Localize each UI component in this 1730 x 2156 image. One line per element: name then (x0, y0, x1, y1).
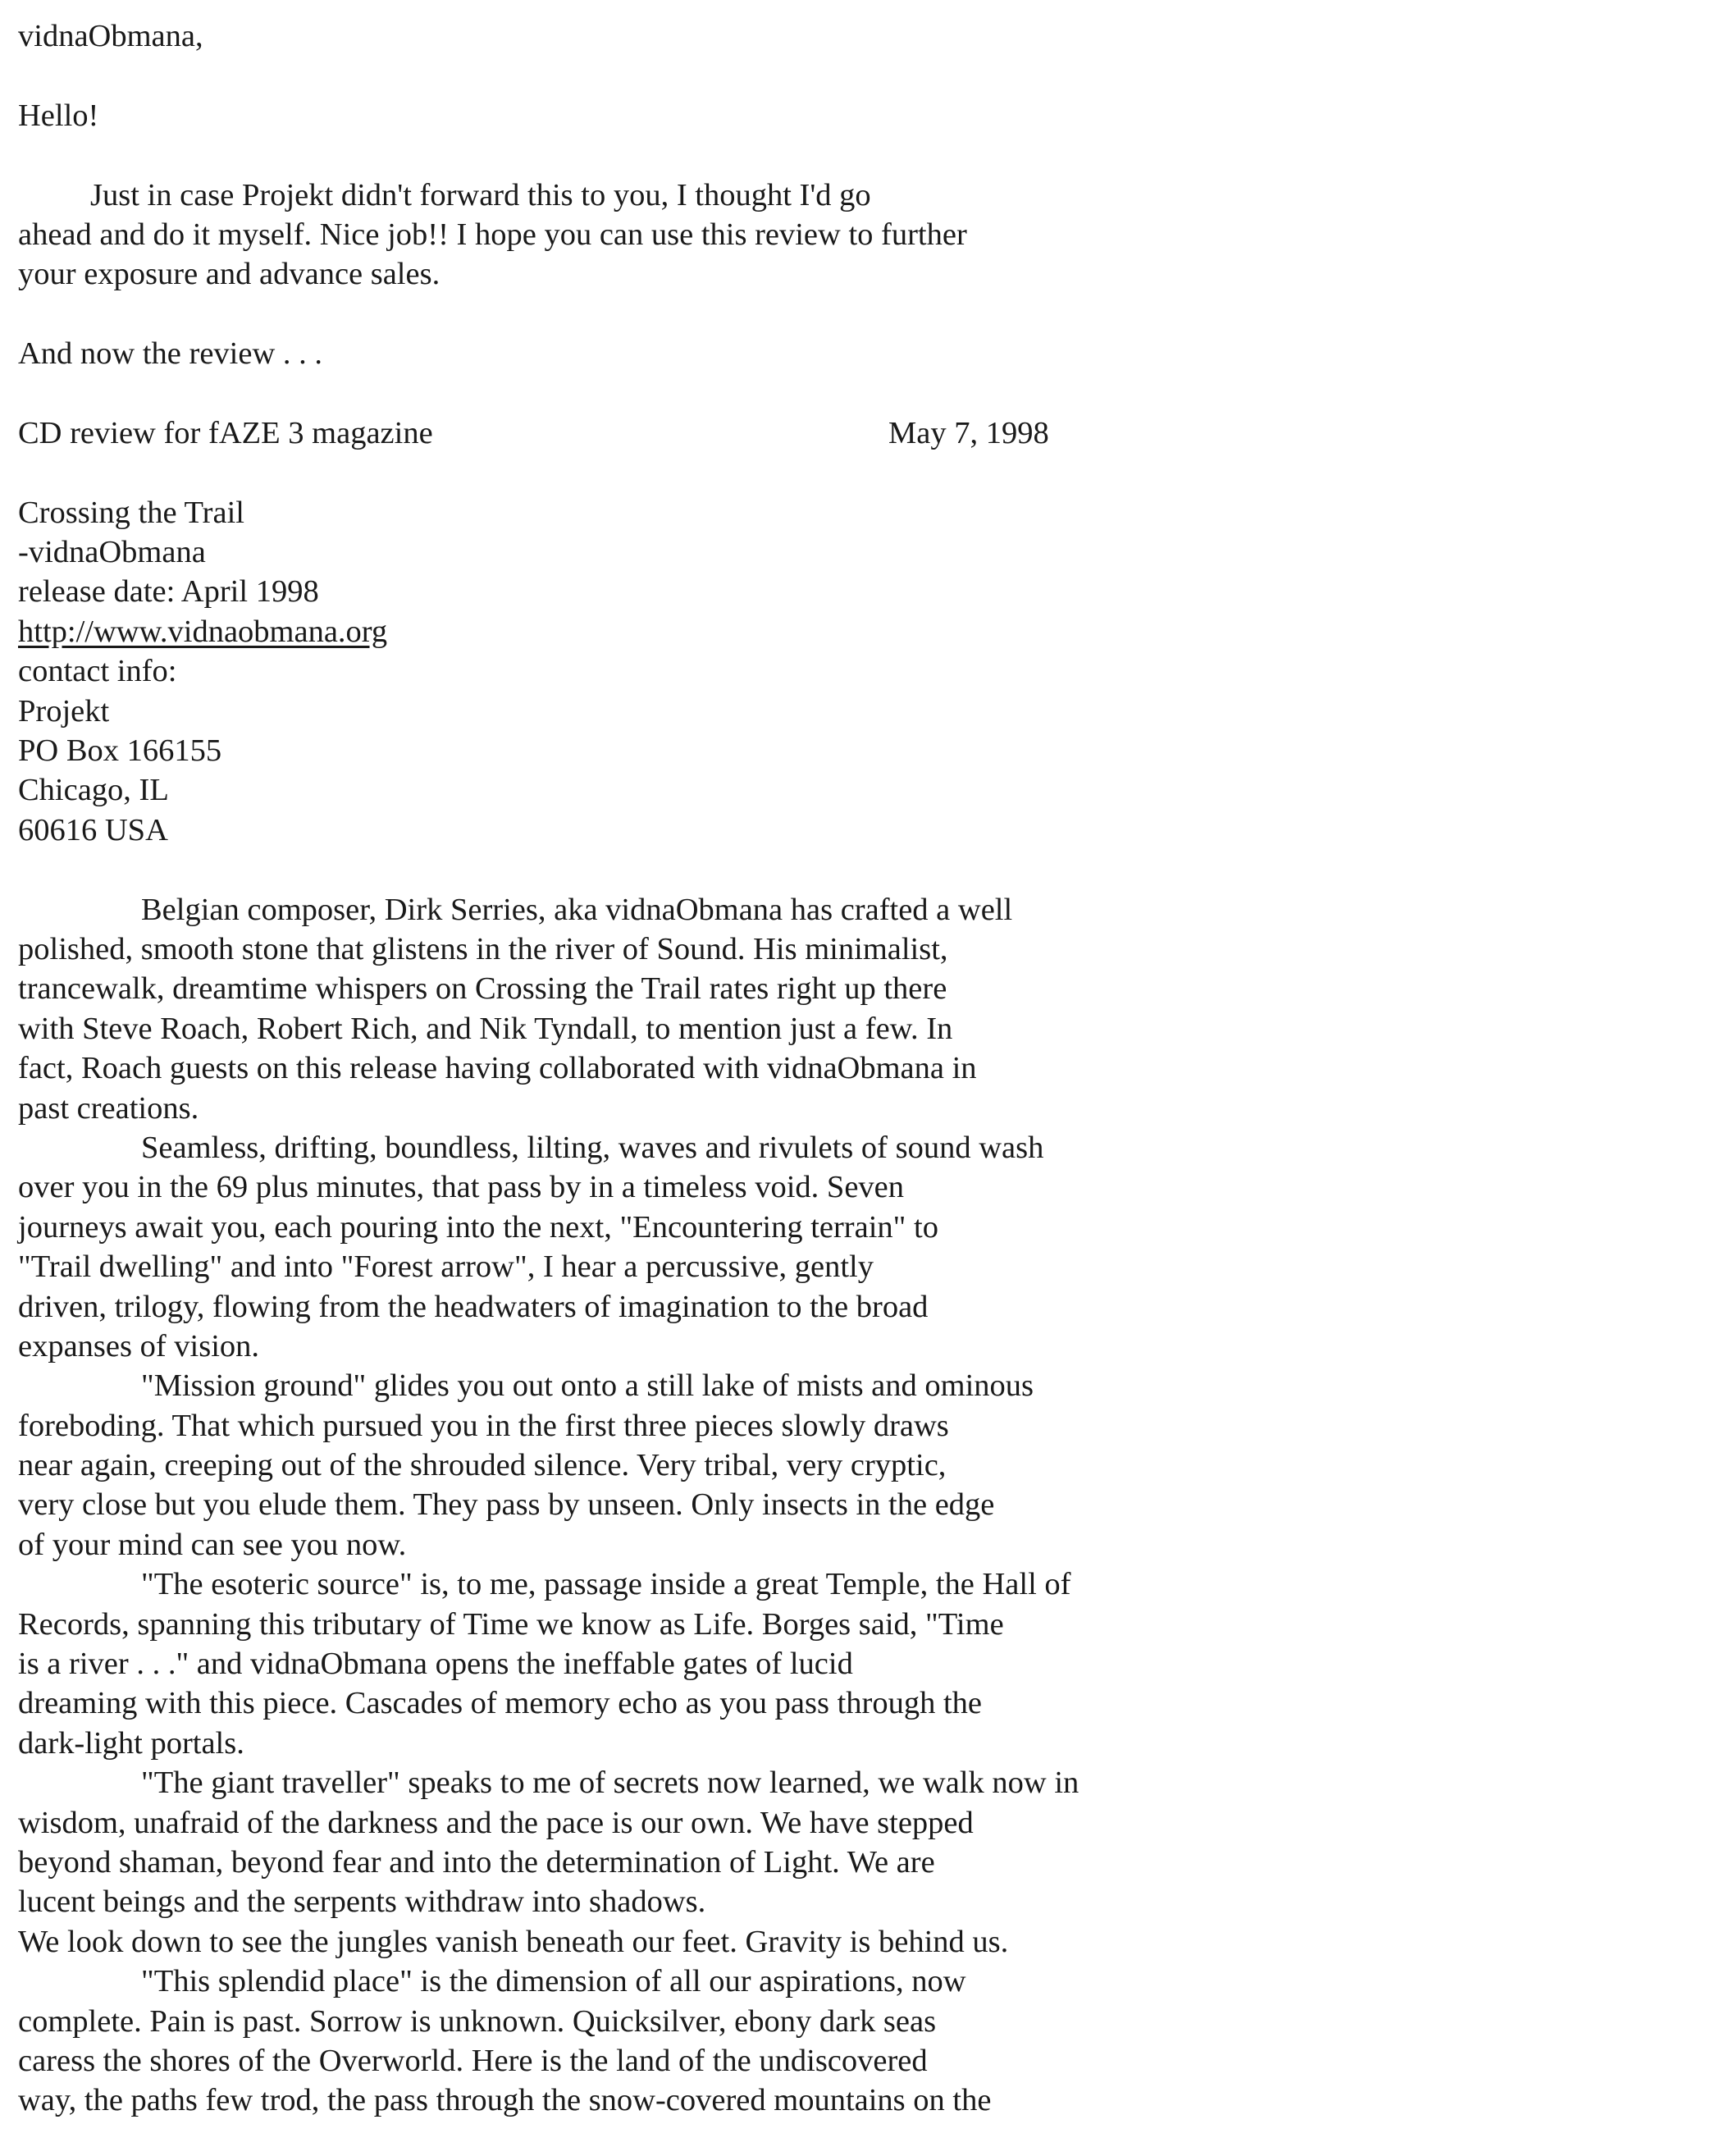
review-paragraph (18, 1128, 1708, 1366)
review-line: caress the shores of the Overworld. Here is the land of the undiscovered (18, 2043, 928, 2078)
blank-line (18, 453, 1708, 492)
review-line: trancewalk, dreamtime whispers on Crossing the Trail rates right up there (18, 971, 947, 1007)
review-line: "Trail dwelling" and into "Forest arrow", I hear a percussive, gently (18, 1249, 874, 1285)
review-line: "This splendid place" is the dimension of all our aspirations, now (141, 1964, 966, 1999)
review-publication: CD review for fAZE 3 magazine (18, 415, 433, 450)
review-line: with Steve Roach, Robert Rich, and Nik Tyndall, to mention just a few. In (18, 1011, 953, 1046)
review-line: complete. Pain is past. Sorrow is unknown. Quicksilver, ebony dark seas (18, 2003, 937, 2039)
review-line: "Mission ground" glides you out onto a still lake of mists and ominous (141, 1368, 1034, 1404)
review-line: wisdom, unafraid of the darkness and the pace is our own. We have stepped (18, 1805, 974, 1840)
review-line: dreaming with this piece. Cascades of memory echo as you pass through the (18, 1686, 983, 1721)
intro-line: your exposure and advance sales. (18, 257, 440, 292)
review-line: foreboding. That which pursued you in the first three pieces slowly draws (18, 1408, 949, 1443)
review-line: is a river . . ." and vidnaObmana opens the ineffable gates of lucid (18, 1647, 853, 1682)
review-paragraph (18, 890, 1708, 1128)
intro-line: Just in case Projekt didn't forward this to you, I thought I'd go (90, 177, 871, 212)
review-line: Records, spanning this tributary of Time we know as Life. Borges said, "Time (18, 1606, 1004, 1642)
contact-line: PO Box 166155 (18, 733, 222, 769)
review-line: way, the paths few trod, the pass through the snow-covered mountains on the (18, 2083, 992, 2118)
contact-line: 60616 USA (18, 812, 168, 847)
hello-line: Hello! (18, 98, 99, 133)
review-line: "The esoteric source" is, to me, passage inside a great Temple, the Hall of (141, 1567, 1071, 1602)
blank-line (18, 135, 1708, 175)
blank-line (18, 56, 1708, 95)
review-paragraph (18, 1763, 1708, 1962)
release-date: release date: April 1998 (18, 574, 319, 610)
intro-paragraph (18, 176, 1708, 295)
blank-line (18, 850, 1708, 889)
review-line: of your mind can see you now. (18, 1527, 407, 1562)
release-artist: -vidnaObmana (18, 535, 206, 570)
review-line: near again, creeping out of the shrouded silence. Very tribal, very cryptic, (18, 1448, 947, 1483)
review-paragraph (18, 1962, 1708, 2121)
release-info (18, 493, 1708, 851)
review-line: fact, Roach guests on this release having collaborated with vidnaObmana in (18, 1051, 977, 1086)
release-title: Crossing the Trail (18, 495, 244, 530)
review-line: We look down to see the jungles vanish beneath our feet. Gravity is behind us. (18, 1924, 1009, 1959)
review-line: beyond shaman, beyond fear and into the determination of Light. We are (18, 1844, 935, 1880)
review-line: past creations. (18, 1090, 199, 1126)
review-line: very close but you elude them. They pass by unseen. Only insects in the edge (18, 1487, 995, 1523)
review-body (18, 890, 1708, 2121)
review-line: polished, smooth stone that glistens in the river of Sound. His minimalist, (18, 931, 948, 966)
contact-line: Chicago, IL (18, 773, 169, 808)
blank-line (18, 295, 1708, 334)
review-date: May 7, 1998 (888, 415, 1049, 450)
review-line: Seamless, drifting, boundless, lilting, waves and rivulets of sound wash (141, 1130, 1044, 1165)
contact-line: Projekt (18, 693, 110, 729)
review-line: expanses of vision. (18, 1328, 260, 1363)
blank-line (18, 374, 1708, 413)
review-line: Belgian composer, Dirk Serries, aka vidnaObmana has crafted a well (141, 892, 1013, 927)
letter-page (18, 16, 1708, 2121)
website-link[interactable]: http://www.vidnaobmana.org (18, 614, 388, 649)
salutation: vidnaObmana, (18, 19, 203, 53)
review-line: dark-light portals. (18, 1725, 244, 1761)
review-paragraph (18, 1366, 1708, 1564)
review-line: over you in the 69 plus minutes, that pass by in a timeless void. Seven (18, 1170, 905, 1205)
transition-line: And now the review . . . (18, 336, 323, 372)
intro-line: ahead and do it myself. Nice job!! I hope you can use this review to further (18, 217, 967, 252)
review-header (18, 413, 1708, 453)
review-line: journeys await you, each pouring into the next, "Encountering terrain" to (18, 1209, 938, 1245)
review-line: "The giant traveller" speaks to me of secrets now learned, we walk now in (141, 1765, 1080, 1801)
review-paragraph (18, 1564, 1708, 1763)
review-line: driven, trilogy, flowing from the headwaters of imagination to the broad (18, 1289, 929, 1324)
review-line: lucent beings and the serpents withdraw into shadows. (18, 1884, 706, 1920)
contact-label: contact info: (18, 654, 177, 689)
